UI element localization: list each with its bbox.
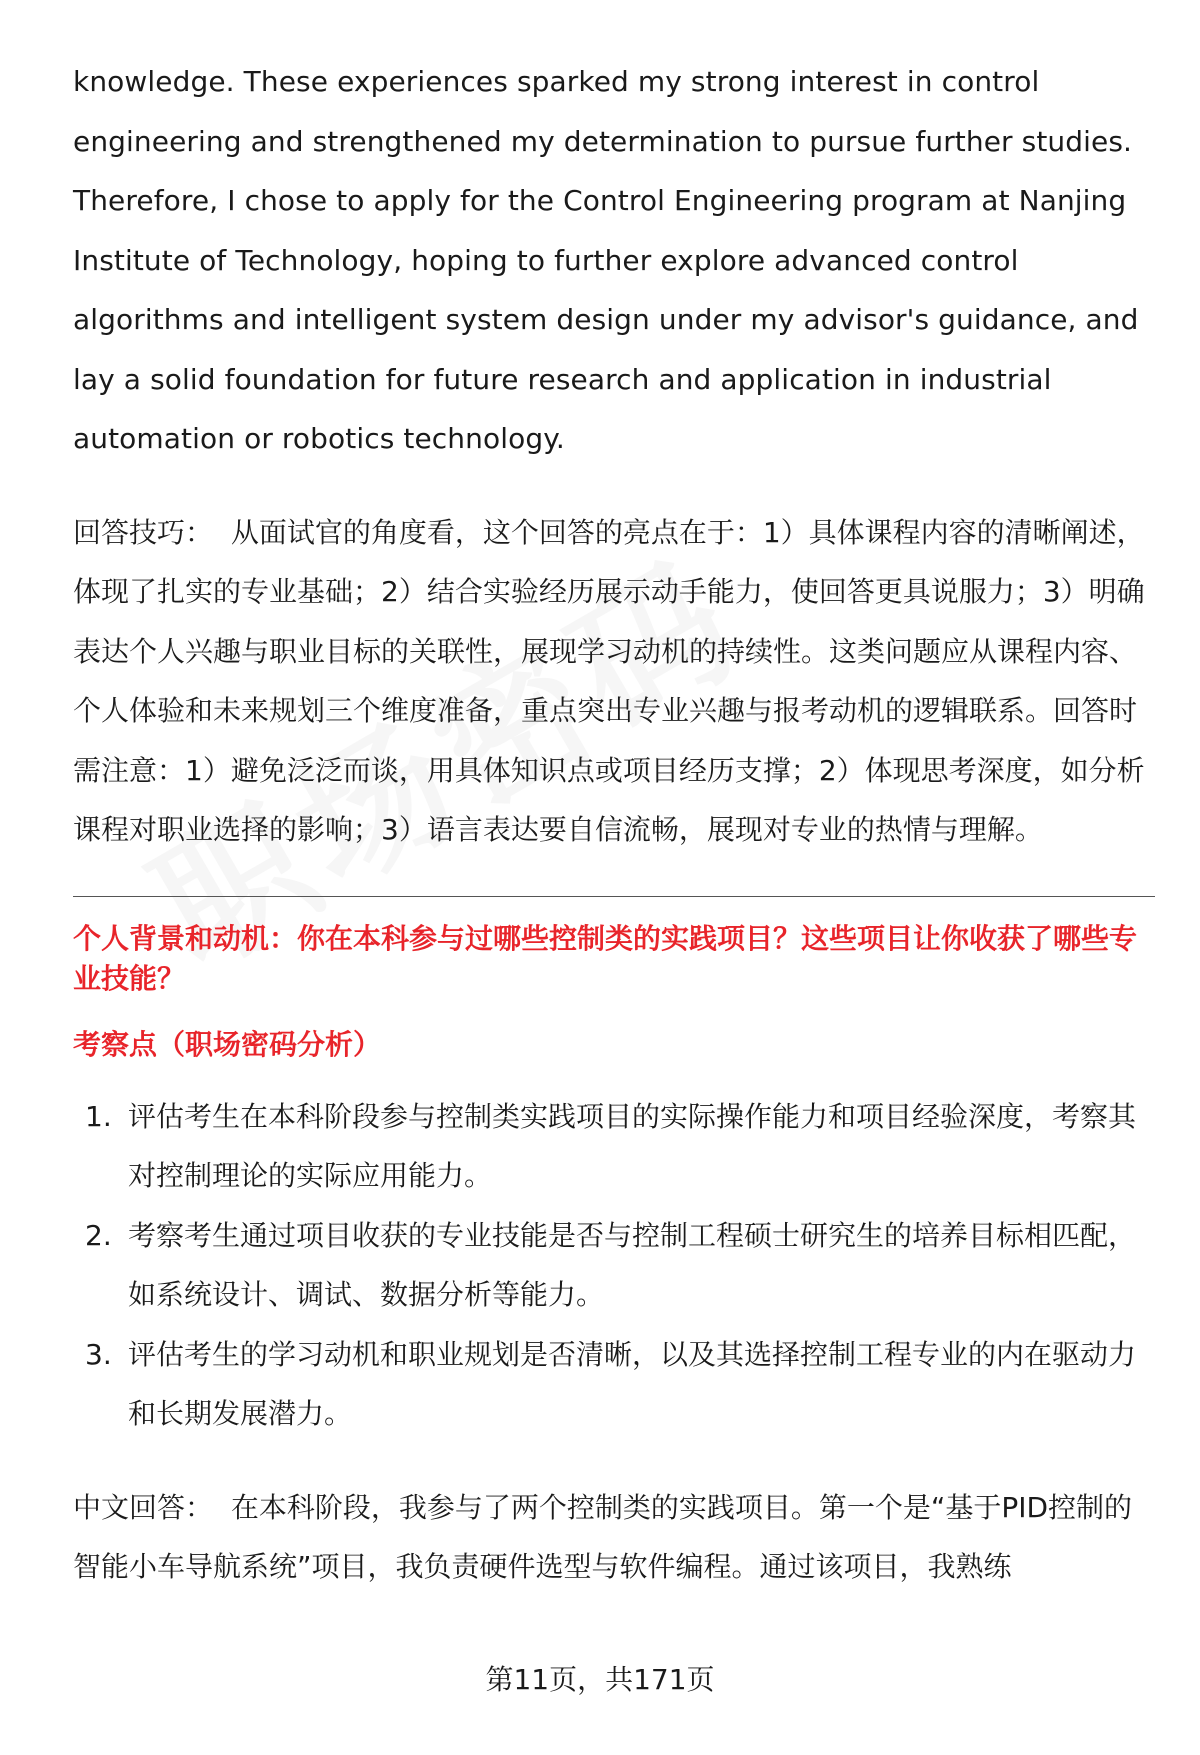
list-item-number: 3. [85,1337,112,1371]
list-item-text: 评估考生的学习动机和职业规划是否清晰，以及其选择控制工程专业的内在驱动力和长期发展潜力。 [128,1337,1137,1430]
document-page [73,52,1155,1597]
answer-paragraph [73,1478,1155,1597]
question-heading: 个人背景和动机：你在本科参与过哪些控制类的实践项目？这些项目让你收获了哪些专业技能？ [73,921,1138,995]
list-item-text: 评估考生在本科阶段参与控制类实践项目的实际操作能力和项目经验深度，考察其对控制理论的实际应用能力。 [128,1099,1137,1192]
answer-text: 在本科阶段，我参与了两个控制类的实践项目。第一个是“基于PID控制的智能小车导航系统”项目，我负责硬件选型与软件编程。通过该项目，我熟练 [73,1490,1133,1583]
page-footer: 第11页，共171页 [485,1663,715,1696]
list-item [73,1206,1155,1325]
tips-label: 回答技巧： [73,515,214,549]
list-item-number: 2. [85,1218,112,1252]
list-item-number: 1. [85,1099,112,1133]
tips-text: 从面试官的角度看，这个回答的亮点在于：1）具体课程内容的清晰阐述，体现了扎实的专业基础；2）结合实验经历展示动手能力，使回答更具说服力；3）明确表达个人兴趣与职业目标的关联性，展现学习动机的持续性。这类问题应从课程内容、个人体验和未来规划三个维度准备，重点突出专业兴趣与报考动机的逻辑联系。回答时需注意：1）避免泛泛而谈，用具体知识点或项目经历支撑；2）体现思考深度，如分析课程对职业选择的影响；3）语言表达要自信流畅，展现对专业的热情与理解。 [73,515,1145,846]
evaluation-points-list [73,1087,1155,1444]
tips-paragraph [73,503,1155,860]
answer-label: 中文回答： [73,1490,214,1524]
list-item [73,1087,1155,1206]
list-item [73,1325,1155,1444]
list-item-text: 考察考生通过项目收获的专业技能是否与控制工程硕士研究生的培养目标相匹配，如系统设计、调试、数据分析等能力。 [128,1218,1137,1311]
evaluation-heading: 考察点（职场密码分析） [73,1027,382,1061]
english-paragraph: knowledge. These experiences sparked my strong interest in control engineering and strengthened my determination to pursue further studies. Therefore, I chose to apply for the Control Engineering program at Nanjing Institute of Technology, hoping to further explore advanced control algorithms and intelligent system design under my advisor's guidance, and lay a solid foundation for future research and application in industrial automation or robotics technology. [73,65,1139,455]
section-divider [73,896,1155,897]
